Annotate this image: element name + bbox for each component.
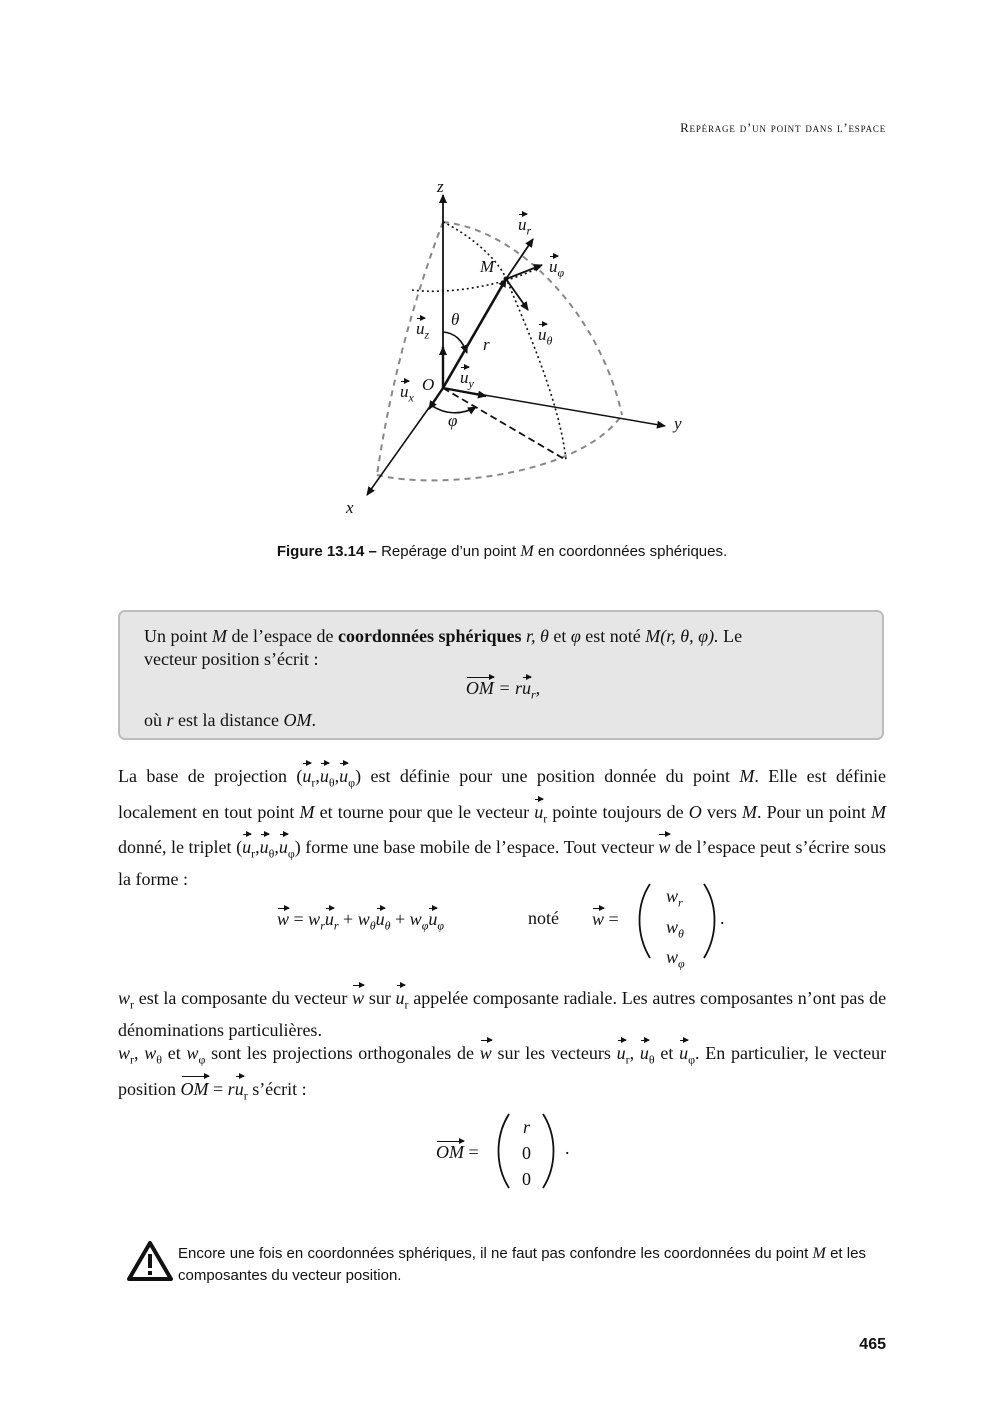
definition-line-3: où r est la distance OM.	[144, 710, 316, 730]
equation-1-rhs: w =	[592, 905, 619, 930]
om-vector	[443, 279, 506, 388]
equation-2-components: r 0 0	[522, 1117, 531, 1189]
paragraph-radial-component: $w_r$ est la composante du vecteur w sur $u_r$ appelée composante radiale. Les autres composantes n’ont pas de dénominations particulières.	[118, 982, 886, 1043]
point-m	[504, 277, 509, 282]
definition-line-1: Un point M de l’espace de coordonnées sphériques r, θ et φ est noté M(r, θ, φ). Le	[144, 626, 743, 646]
equation-2-lhs: OM =	[436, 1138, 479, 1163]
label-z: z	[437, 177, 444, 196]
section-title: Repérage d’un point dans l’espace	[680, 120, 886, 135]
sphere-outline-x-y	[377, 415, 622, 480]
label-theta: θ	[451, 310, 460, 329]
label-uz: $u_z$	[416, 315, 429, 342]
paragraph-projection-base: La base de projection $(u_r,u_\theta,u_\varphi)$ est définie pour une position donnée du point M. Elle est définie localement en tout point M et tourne pour que le vecteur $u_r$ pointe toujours de O vers M. Pour un point M donné, le triplet $(u_r,u_\theta,u_\varphi)$ forme une base mobile de l’espace. Tout vecteur w de l’espace peut s’écrire sous la forme :	[118, 760, 886, 892]
label-y: y	[674, 414, 682, 433]
label-m: M	[480, 257, 495, 276]
sphere-outline-z-x	[377, 222, 443, 475]
definition-box	[118, 610, 884, 740]
equation-position-vector	[0, 1110, 1004, 1190]
spherical-coordinates-figure	[330, 175, 690, 525]
label-phi: φ	[448, 411, 458, 430]
label-ux: $u_x$	[400, 378, 414, 405]
label-uy: $u_y$	[460, 364, 474, 391]
equation-2-matrix	[497, 1112, 567, 1192]
running-header	[680, 120, 886, 136]
equation-vector-decomposition	[0, 880, 1004, 971]
figure-caption: Figure 13.14 – Repérage d’un point M en coordonnées sphériques.	[276, 543, 728, 560]
equation-1-lhs: $w = w_ru_r + w_\theta u_\theta + w_\varphi u_\varphi$	[277, 905, 444, 934]
label-x: x	[346, 498, 354, 517]
label-ur: $u_r$	[518, 211, 531, 238]
theta-arc	[443, 332, 467, 353]
dotted-parallel	[412, 267, 540, 291]
label-r: r	[483, 335, 490, 354]
equation-1-components: $w_r$ $w_\theta$ $w_\varphi$	[666, 886, 685, 971]
definition-equation: OM = $ru_r$,	[120, 674, 886, 703]
equation-2-dot: .	[565, 1138, 570, 1158]
label-uphi: $u_\varphi$	[549, 253, 564, 280]
warning-text: Encore une fois en coordonnées sphériques, il ne faut pas confondre les coordonnées du point M et les composantes du vecteur position.	[178, 1245, 866, 1284]
figure-svg	[330, 175, 690, 525]
equation-1-note: noté	[528, 908, 559, 928]
label-utheta: $u_\theta$	[538, 321, 552, 348]
warning-icon	[126, 1240, 174, 1282]
paragraph-projections: $w_r$, $w_\theta$ et $w_\varphi$ sont les projections orthogonales de w sur les vecteurs $u_r$, $u_\theta$ et $u_\varphi$. En particulier, le vecteur position OM = $ru_r$ s’écrit :	[118, 1037, 886, 1108]
equation-1-dot: .	[720, 908, 725, 928]
label-o: O	[422, 375, 435, 394]
definition-line-2: vecteur position s’écrit :	[144, 649, 319, 669]
page-number: 465	[859, 1336, 886, 1353]
